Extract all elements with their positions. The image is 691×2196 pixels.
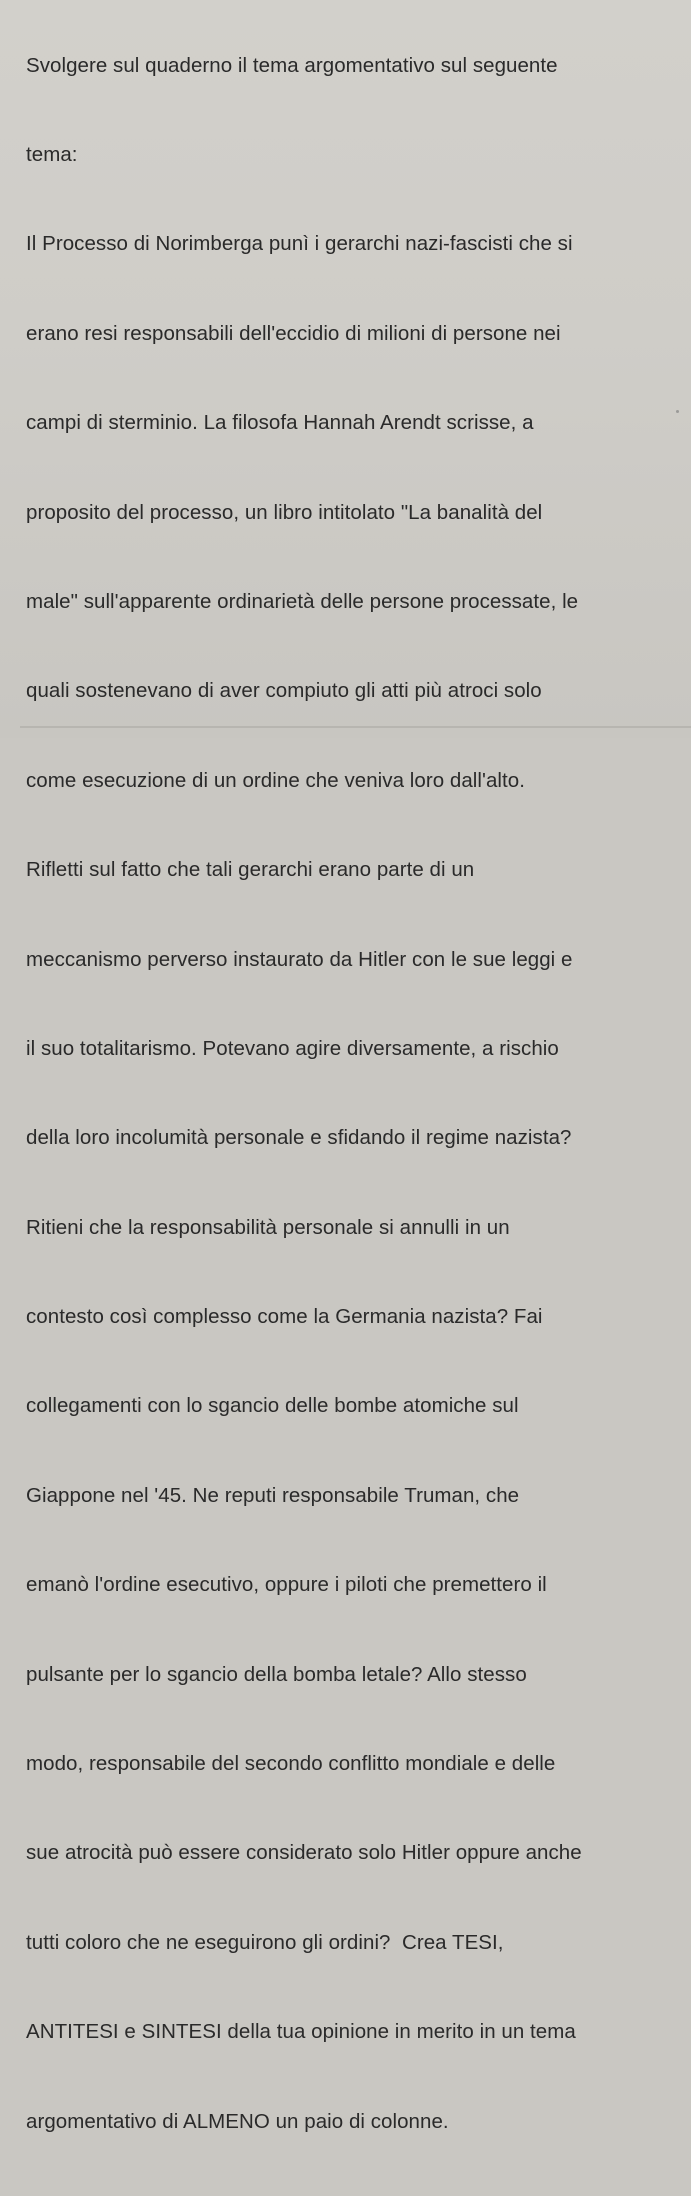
text-line: argomentativo di ALMENO un paio di colonne. [26,2109,449,2133]
text-line: Il Processo di Norimberga punì i gerarchi nazi-fascisti che si [26,232,573,256]
assignment-text [26,0,676,2196]
text-line: campi di sterminio. La filosofa Hannah Arendt scrisse, a [26,411,534,435]
text-line: come esecuzione di un ordine che veniva loro dall'alto. [26,768,525,792]
page-bottom-edge [20,726,691,728]
text-line: sue atrocità può essere considerato solo Hitler oppure anche [26,1841,582,1865]
text-line: collegamenti con lo sgancio delle bombe atomiche sul [26,1394,519,1418]
paper-speck [676,410,679,413]
text-line: pulsante per lo sgancio della bomba letale? Allo stesso [26,1662,527,1686]
text-line: quali sostenevano di aver compiuto gli atti più atroci solo [26,679,542,703]
text-line: Svolgere sul quaderno il tema argomentativo sul seguente [26,53,558,77]
text-line: meccanismo perverso instaurato da Hitler con le sue leggi e [26,947,573,971]
text-line: ANTITESI e SINTESI della tua opinione in merito in un tema [26,2020,576,2044]
text-line: male" sull'apparente ordinarietà delle persone processate, le [26,589,579,613]
text-line: Ritieni che la responsabilità personale si annulli in un [26,1215,510,1239]
text-line: erano resi responsabili dell'eccidio di milioni di persone nei [26,321,561,345]
text-line: il suo totalitarismo. Potevano agire diversamente, a rischio [26,1036,559,1060]
text-line: modo, responsabile del secondo conflitto mondiale e delle [26,1752,556,1776]
text-line: Giappone nel '45. Ne reputi responsabile Truman, che [26,1483,520,1507]
text-line: contesto così complesso come la Germania nazista? Fai [26,1305,543,1329]
text-line: tema: [26,142,78,166]
text-line: emanò l'ordine esecutivo, oppure i piloti che premettero il [26,1573,547,1597]
text-line: proposito del processo, un libro intitolato "La banalità del [26,500,543,524]
text-line: tutti coloro che ne eseguirono gli ordini? Crea TESI, [26,1930,504,1954]
text-line: Rifletti sul fatto che tali gerarchi erano parte di un [26,858,475,882]
text-line: della loro incolumità personale e sfidando il regime nazista? [26,1126,572,1150]
